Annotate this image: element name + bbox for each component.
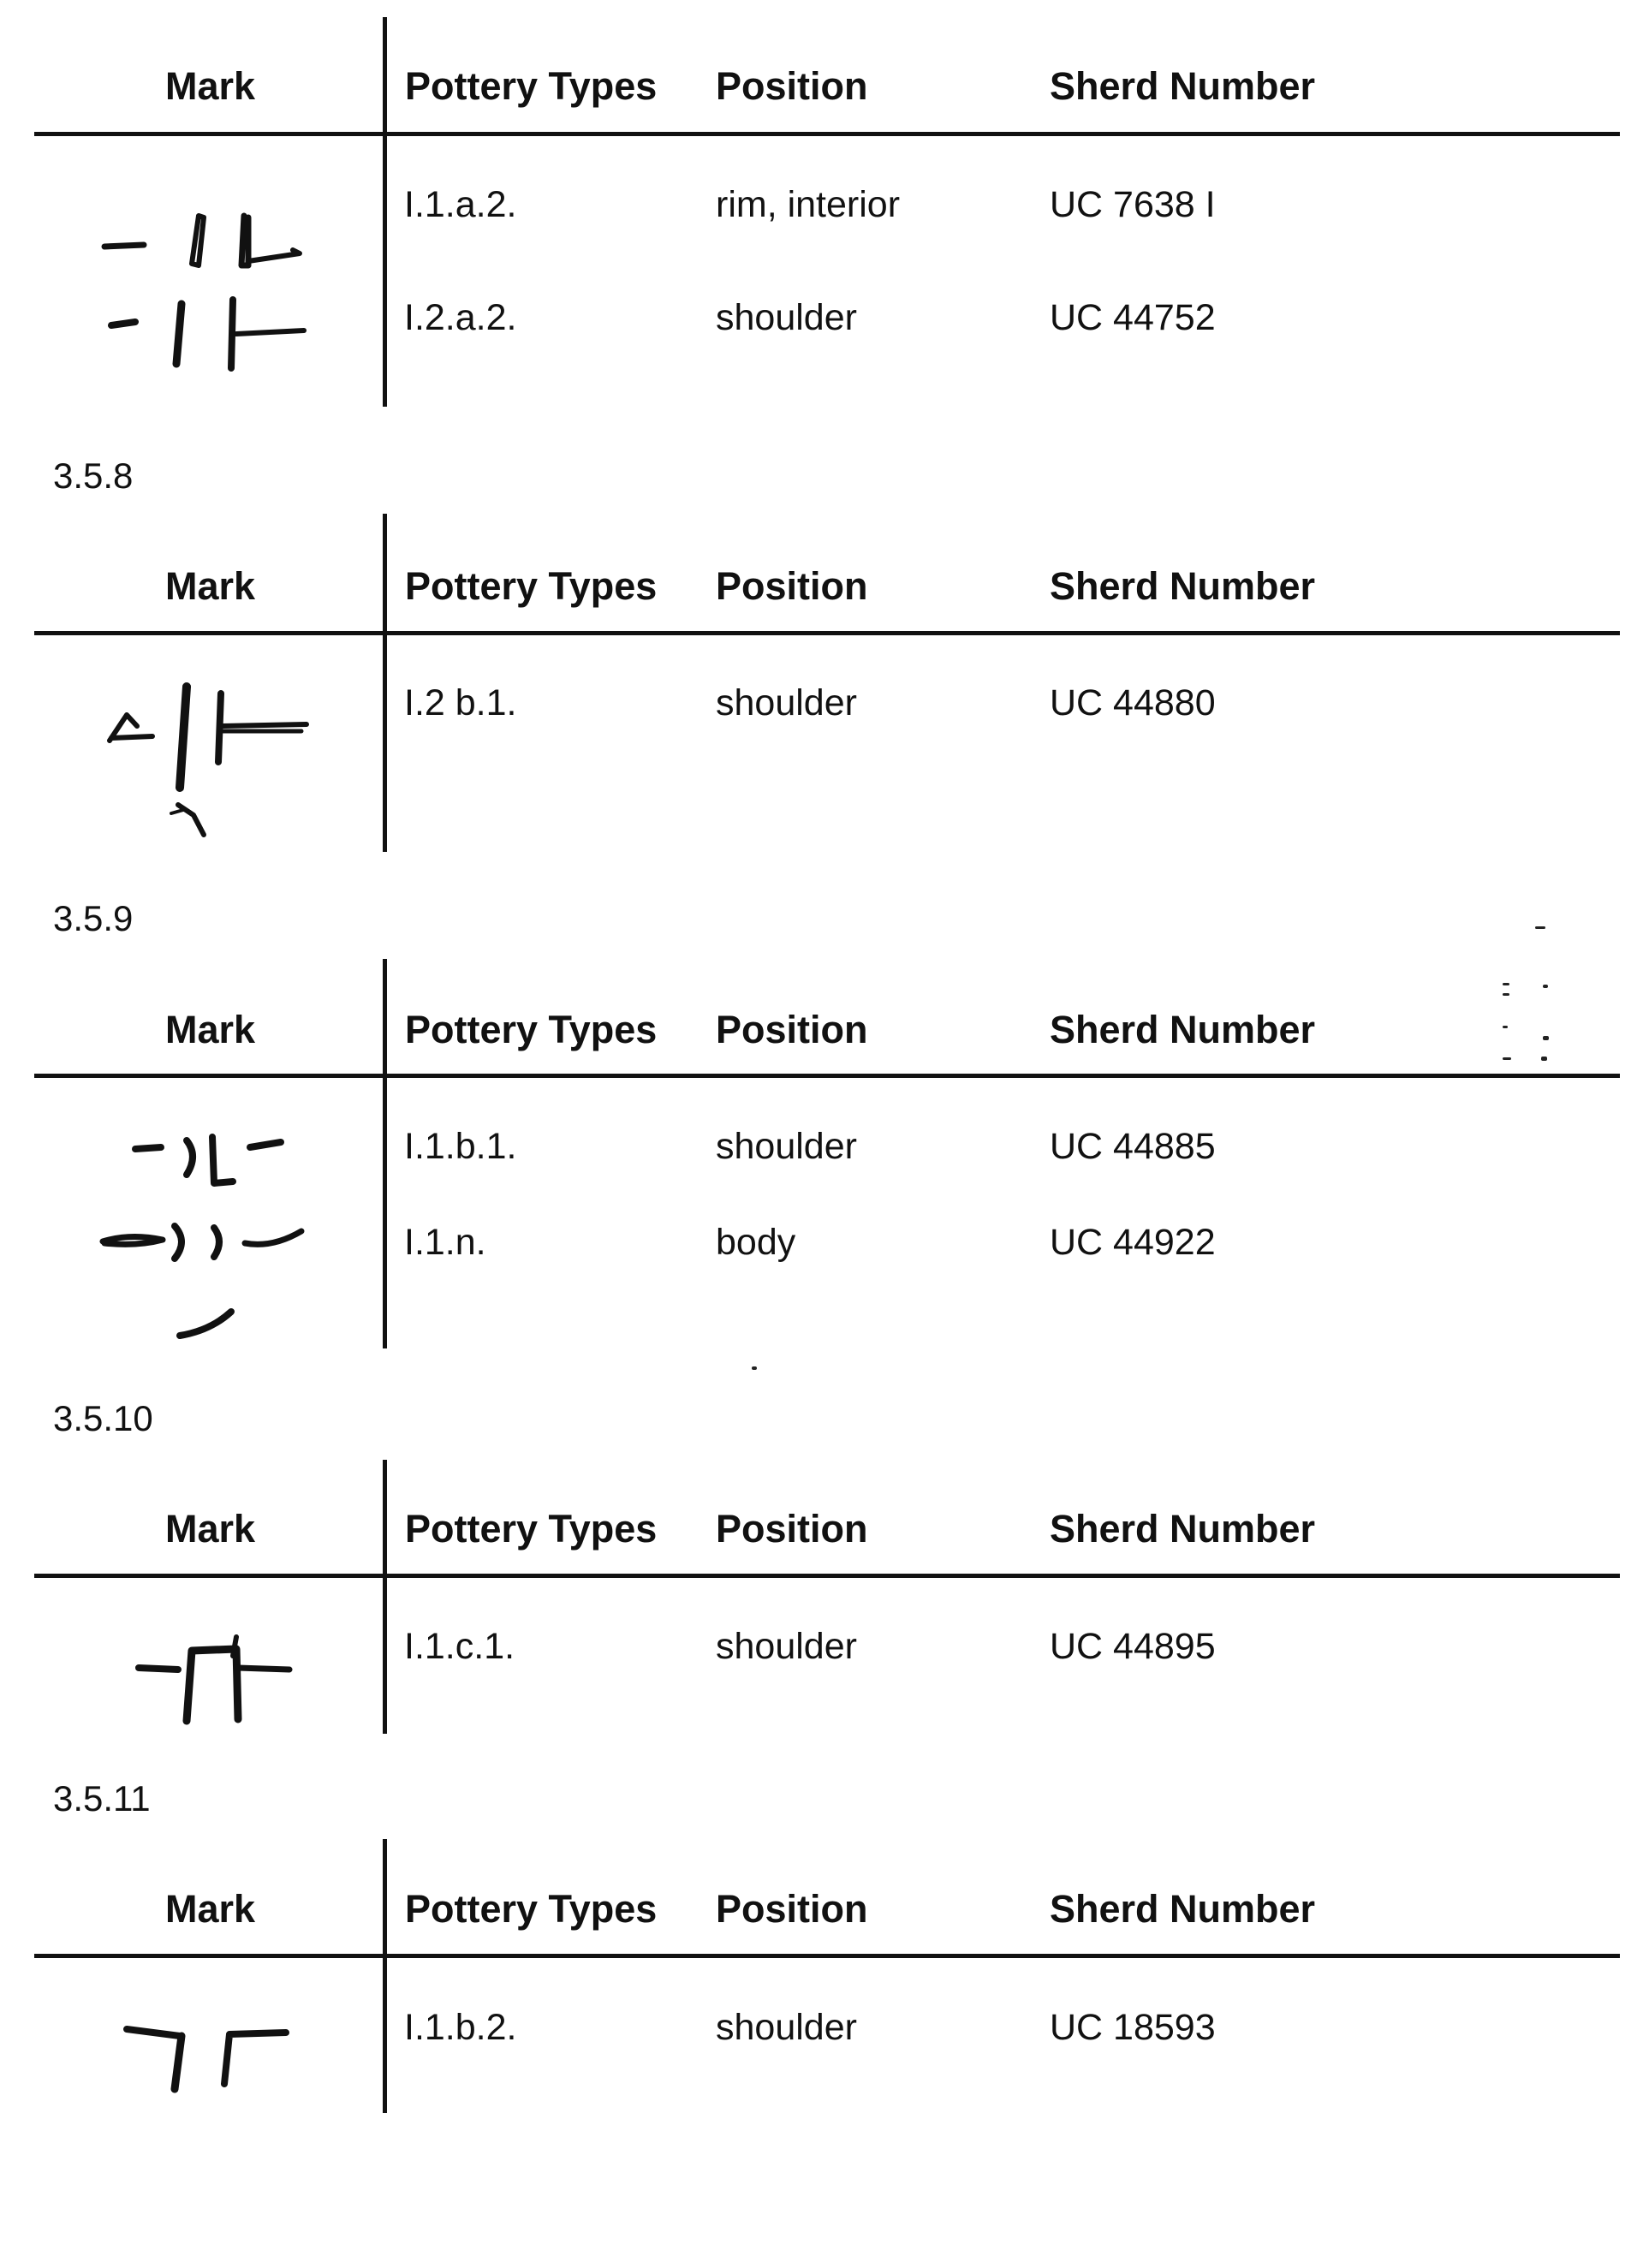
section-number: 3.5.8 xyxy=(53,455,134,496)
header-mark: Mark xyxy=(165,1008,256,1051)
sherd-number-cell: UC 18593 xyxy=(1050,2007,1216,2048)
header-rule xyxy=(34,132,1620,136)
scan-speck xyxy=(752,1366,757,1370)
sherd-number-cell: UC 7638 I xyxy=(1050,184,1216,225)
pottery-type-cell: I.1.a.2. xyxy=(404,184,517,225)
header-position: Position xyxy=(716,1507,868,1551)
header-sherd-number: Sherd Number xyxy=(1050,1507,1316,1551)
section-number: 3.5.10 xyxy=(53,1398,153,1438)
header-position: Position xyxy=(716,1887,868,1931)
pottery-type-cell: I.1.c.1. xyxy=(404,1626,515,1667)
potmark-drawing xyxy=(86,1627,342,1738)
position-cell: shoulder xyxy=(716,2007,857,2048)
header-mark: Mark xyxy=(165,1887,256,1931)
header-sherd-number: Sherd Number xyxy=(1050,64,1316,108)
sherd-number-cell: UC 44895 xyxy=(1050,1626,1216,1667)
header-position: Position xyxy=(716,564,868,608)
header-pottery-types: Pottery Types xyxy=(405,564,658,608)
section-number: 3.5.11 xyxy=(53,1778,151,1819)
potmark-drawing xyxy=(86,1122,342,1353)
pottery-type-cell: I.1.n. xyxy=(404,1222,486,1263)
header-position: Position xyxy=(716,1008,868,1051)
scan-speck xyxy=(1543,1036,1549,1040)
header-sherd-number: Sherd Number xyxy=(1050,564,1316,608)
header-pottery-types: Pottery Types xyxy=(405,64,658,108)
potmark-drawing xyxy=(86,676,342,848)
sherd-number-cell: UC 44885 xyxy=(1050,1126,1216,1167)
position-cell: shoulder xyxy=(716,297,857,338)
column-divider xyxy=(383,17,387,407)
section-number: 3.5.9 xyxy=(53,898,134,938)
position-cell: body xyxy=(716,1222,796,1263)
scan-speck xyxy=(1503,993,1509,996)
header-sherd-number: Sherd Number xyxy=(1050,1008,1316,1051)
scan-speck xyxy=(1503,1026,1508,1028)
header-pottery-types: Pottery Types xyxy=(405,1887,658,1931)
scan-speck xyxy=(1503,983,1509,985)
column-divider xyxy=(383,1460,387,1734)
position-cell: shoulder xyxy=(716,1626,857,1667)
sherd-number-cell: UC 44922 xyxy=(1050,1222,1216,1263)
header-mark: Mark xyxy=(165,564,256,608)
position-cell: shoulder xyxy=(716,1126,857,1167)
potmark-drawing xyxy=(86,197,342,377)
column-divider xyxy=(383,514,387,852)
header-rule xyxy=(34,1574,1620,1578)
header-mark: Mark xyxy=(165,1507,256,1551)
scan-speck xyxy=(1543,985,1548,988)
potmark-drawing xyxy=(86,2003,342,2123)
header-mark: Mark xyxy=(165,64,256,108)
pottery-type-cell: I.2 b.1. xyxy=(404,682,517,723)
header-rule xyxy=(34,631,1620,635)
position-cell: rim, interior xyxy=(716,184,901,225)
pottery-type-cell: I.2.a.2. xyxy=(404,297,517,338)
column-divider xyxy=(383,959,387,1348)
header-pottery-types: Pottery Types xyxy=(405,1008,658,1051)
header-rule xyxy=(34,1954,1620,1958)
pottery-type-cell: I.1.b.1. xyxy=(404,1126,517,1167)
scan-speck xyxy=(1541,1057,1547,1061)
header-rule xyxy=(34,1074,1620,1078)
position-cell: shoulder xyxy=(716,682,857,723)
sherd-number-cell: UC 44752 xyxy=(1050,297,1216,338)
sherd-number-cell: UC 44880 xyxy=(1050,682,1216,723)
header-sherd-number: Sherd Number xyxy=(1050,1887,1316,1931)
pottery-type-cell: I.1.b.2. xyxy=(404,2007,517,2048)
header-position: Position xyxy=(716,64,868,108)
scan-speck xyxy=(1503,1057,1511,1060)
header-pottery-types: Pottery Types xyxy=(405,1507,658,1551)
column-divider xyxy=(383,1839,387,2113)
scan-speck xyxy=(1535,926,1545,929)
